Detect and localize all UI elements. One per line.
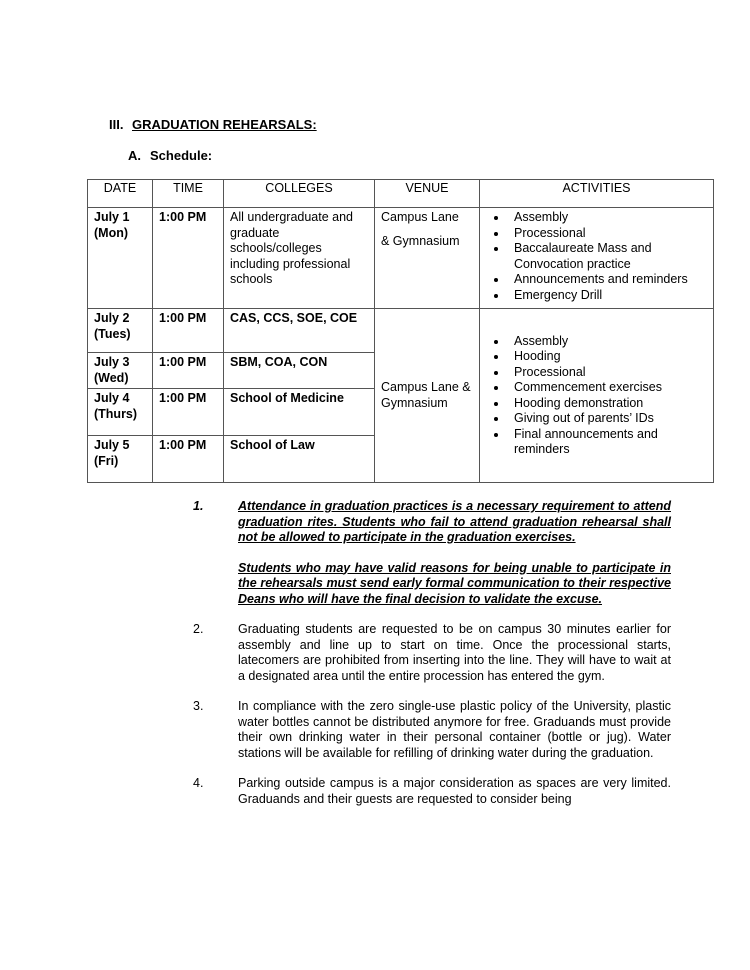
table-header-row [88, 180, 714, 208]
list-item: • Final announcements and reminders [508, 427, 707, 458]
header-colleges: COLLEGES [224, 180, 375, 208]
colleges-cell: School of Medicine [224, 389, 375, 436]
list-item: • Assembly [508, 210, 707, 226]
time-cell: 1:00 PM [153, 208, 224, 309]
activities-cell [480, 309, 714, 483]
item-body [238, 499, 671, 607]
time-cell: 1:00 PM [153, 436, 224, 483]
item-paragraph: Attendance in graduation practices is a necessary requirement to attend graduation rites. Students who fail to attend graduation rehearsal shall not be allowed to participate in the graduation exercises. [238, 499, 671, 544]
list-item: • Announcements and reminders [508, 272, 707, 288]
subsection-heading [128, 148, 212, 163]
date-cell: July 5 (Fri) [88, 436, 153, 483]
section-heading [109, 117, 317, 132]
section-number: III. [109, 117, 124, 132]
item-paragraph: Parking outside campus is a major consideration as spaces are very limited. Graduands and their guests are requested to consider being [238, 776, 671, 806]
table-row [88, 208, 714, 309]
list-item: • Hooding demonstration [508, 396, 707, 412]
list-item: • Processional [508, 226, 707, 242]
section-title: GRADUATION REHEARSALS: [132, 117, 317, 132]
item-paragraph: In compliance with the zero single-use plastic policy of the University, plastic water bottles cannot be distributed anymore for free. Graduands must provide their own drinking water in their personal container (bottle or jug). Water stations will be available for refilling of drinking water during the graduation. [238, 699, 671, 760]
header-activities: ACTIVITIES [480, 180, 714, 208]
schedule-table [87, 179, 714, 483]
item-number: 1. [193, 499, 204, 513]
list-item [193, 776, 671, 807]
date-cell: July 2 (Tues) [88, 309, 153, 353]
item-number: 2. [193, 622, 204, 636]
list-item: • Commencement exercises [508, 380, 707, 396]
time-cell: 1:00 PM [153, 309, 224, 353]
header-time: TIME [153, 180, 224, 208]
header-date: DATE [88, 180, 153, 208]
list-item: • Giving out of parents’ IDs [508, 411, 707, 427]
list-item: • Hooding [508, 349, 707, 365]
activities-cell [480, 208, 714, 309]
time-cell: 1:00 PM [153, 389, 224, 436]
date-cell: July 3 (Wed) [88, 353, 153, 389]
colleges-cell: SBM, COA, CON [224, 353, 375, 389]
list-item: • Assembly [508, 334, 707, 350]
list-item: • Baccalaureate Mass and Convocation practice [508, 241, 707, 272]
list-item [193, 499, 671, 607]
colleges-cell: School of Law [224, 436, 375, 483]
item-number: 4. [193, 776, 204, 790]
item-paragraph: Students who may have valid reasons for being unable to participate in the rehearsals must send early formal communication to their respective Deans who will have the final decision to validate the excuse. [238, 560, 671, 606]
activities-list [486, 210, 707, 303]
colleges-cell: CAS, CCS, SOE, COE [224, 309, 375, 353]
date-cell: July 1 (Mon) [88, 208, 153, 309]
list-item [193, 622, 671, 684]
table-row [88, 309, 714, 353]
venue-line: & Gymnasium [381, 233, 460, 248]
list-item: • Processional [508, 365, 707, 381]
activities-list [486, 334, 707, 458]
list-item [193, 699, 671, 761]
venue-cell [375, 208, 480, 309]
header-venue: VENUE [375, 180, 480, 208]
item-paragraph: Graduating students are requested to be on campus 30 minutes earlier for assembly and line up to start on time. Once the processional starts, latecomers are prohibited from inserting into the line. They will have to wait at a designated area until the entire procession has entered the gym. [238, 622, 671, 683]
subsection-letter: A. [128, 148, 141, 163]
colleges-cell: All undergraduate and graduate schools/colleges including professional schools [224, 208, 375, 309]
date-cell: July 4 (Thurs) [88, 389, 153, 436]
time-cell: 1:00 PM [153, 353, 224, 389]
venue-cell: Campus Lane & Gymnasium [375, 309, 480, 483]
venue-line: Campus Lane [381, 210, 459, 224]
item-number: 3. [193, 699, 204, 713]
rehearsal-notes [193, 499, 671, 822]
subsection-title: Schedule: [150, 148, 213, 163]
list-item: • Emergency Drill [508, 288, 707, 304]
